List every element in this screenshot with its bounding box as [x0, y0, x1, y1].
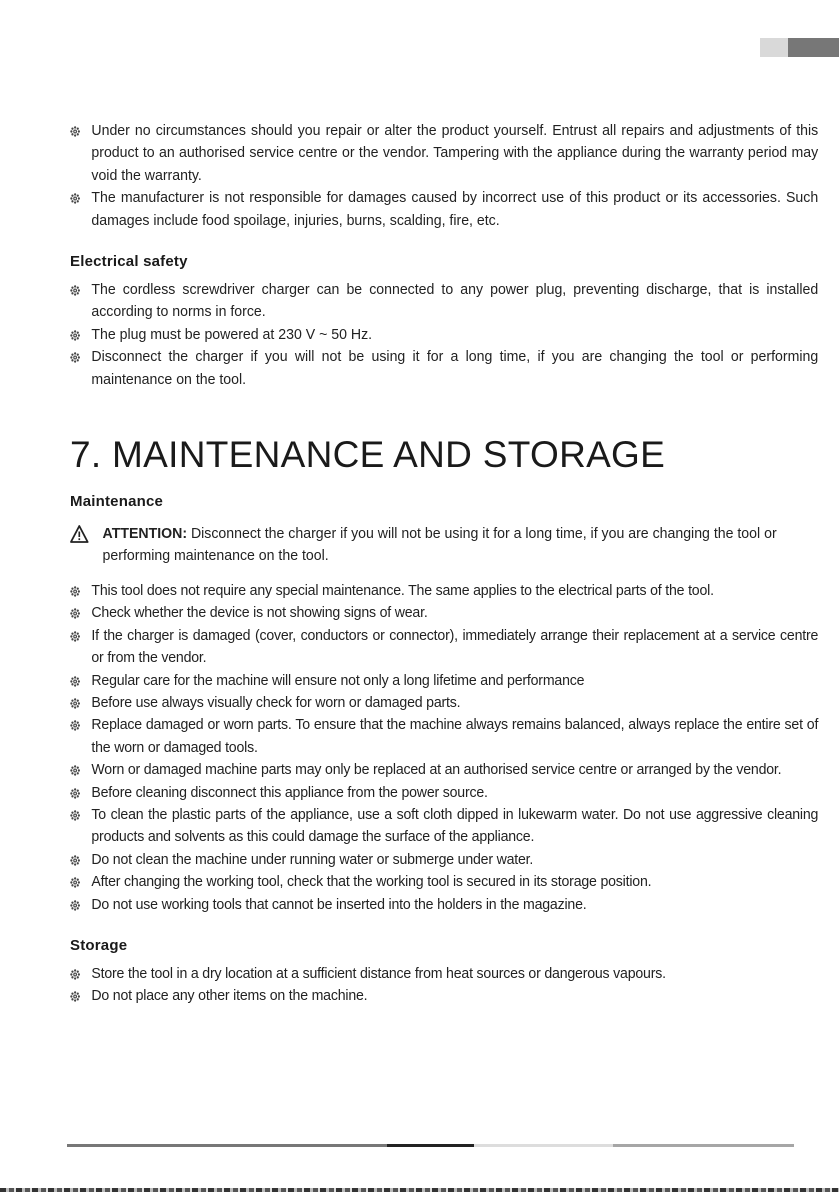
list-item: The plug must be powered at 230 V ~ 50 Hz. [70, 324, 818, 346]
flower-bullet-icon [70, 608, 80, 619]
list-item: Check whether the device is not showing signs of wear. [70, 602, 818, 624]
attention-text: Disconnect the charger if you will not be using it for a long time, if you are changing the tool or performing maintenance on the tool. [102, 525, 777, 565]
list-item: Worn or damaged machine parts may only be replaced at an authorised service centre or arranged by the vendor. [70, 759, 818, 781]
flower-bullet-icon [70, 900, 80, 911]
list-item: The manufacturer is not responsible for damages caused by incorrect use of this product or its accessories. Such damages include food spoilage, injuries, burns, scalding, fire, etc. [70, 187, 818, 232]
list-item: Do not clean the machine under running water or submerge under water. [70, 849, 818, 871]
page-corner-tab-light [760, 38, 788, 57]
flower-bullet-icon [70, 720, 80, 731]
flower-bullet-icon [70, 631, 80, 642]
list-item: Disconnect the charger if you will not be using it for a long time, if you are changing the tool or performing maintenance on the tool. [70, 346, 818, 391]
section-heading-maintenance: Maintenance [70, 493, 164, 511]
attention-label: ATTENTION: [102, 525, 188, 543]
list-item: Before use always visually check for worn or damaged parts. [70, 692, 818, 714]
footer-bar-segment [67, 1144, 387, 1147]
page-corner-tab-dark [788, 38, 839, 57]
warning-triangle-icon [70, 525, 89, 543]
list-item: This tool does not require any special maintenance. The same applies to the electrical parts of the tool. [70, 580, 818, 602]
flower-bullet-icon [70, 676, 80, 687]
document-body [70, 120, 819, 1008]
flower-bullet-icon [70, 193, 80, 204]
maintenance-list [70, 580, 819, 916]
list-item: Before cleaning disconnect this appliance from the power source. [70, 782, 818, 804]
footer-bar-segment-active [387, 1144, 474, 1147]
footer-bar-segment [613, 1144, 794, 1147]
flower-bullet-icon [70, 126, 80, 137]
list-item: The cordless screwdriver charger can be connected to any power plug, preventing discharge, that is installed according to norms in force. [70, 279, 818, 324]
list-item: To clean the plastic parts of the appliance, use a soft cloth dipped in lukewarm water. Do not use aggressive cleaning products and solvents as this could damage the surface of the appliance. [70, 804, 818, 849]
list-item: Regular care for the machine will ensure not only a long lifetime and performance [70, 670, 818, 692]
flower-bullet-icon [70, 352, 80, 363]
flower-bullet-icon [70, 330, 80, 341]
footer-bar-segment [474, 1144, 613, 1147]
chapter-title: 7. MAINTENANCE AND STORAGE [70, 434, 666, 476]
flower-bullet-icon [70, 877, 80, 888]
electrical-safety-list [70, 279, 819, 391]
flower-bullet-icon [70, 698, 80, 709]
section-heading-storage: Storage [70, 936, 128, 954]
flower-bullet-icon [70, 969, 80, 980]
flower-bullet-icon [70, 586, 80, 597]
flower-bullet-icon [70, 765, 80, 776]
list-item: Replace damaged or worn parts. To ensure that the machine always remains balanced, always replace the entire set of the worn or damaged tools. [70, 714, 818, 759]
flower-bullet-icon [70, 991, 80, 1002]
flower-bullet-icon [70, 788, 80, 799]
flower-bullet-icon [70, 285, 80, 296]
flower-bullet-icon [70, 855, 80, 866]
list-item: Do not use working tools that cannot be inserted into the holders in the magazine. [70, 894, 818, 916]
list-item: After changing the working tool, check that the working tool is secured in its storage position. [70, 871, 818, 893]
list-item: Do not place any other items on the machine. [70, 985, 818, 1007]
attention-note [70, 523, 829, 568]
page-bottom-edge [0, 1188, 839, 1192]
storage-list [70, 963, 797, 1008]
list-item: If the charger is damaged (cover, conductors or connector), immediately arrange their replacement at a service centre or from the vendor. [70, 625, 818, 670]
list-item: Store the tool in a dry location at a sufficient distance from heat sources or dangerous vapours. [70, 963, 818, 985]
list-item: Under no circumstances should you repair or alter the product yourself. Entrust all repairs and adjustments of this product to an authorised service centre or the vendor. Tampering with the appliance during the warranty period may void the warranty. [70, 120, 818, 187]
flower-bullet-icon [70, 810, 80, 821]
section-heading-electrical-safety: Electrical safety [70, 253, 188, 271]
intro-bullet-list [70, 120, 819, 232]
